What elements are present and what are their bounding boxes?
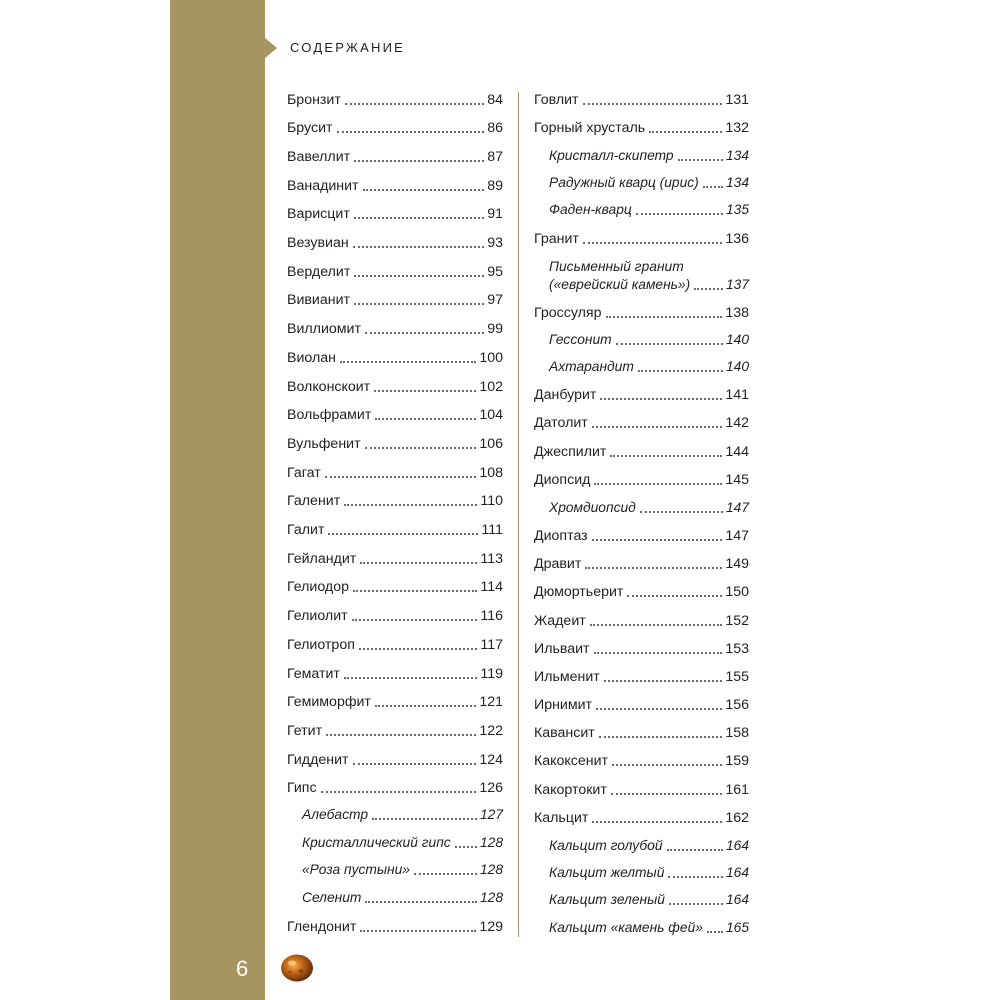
entry-title: Гагат: [287, 465, 321, 481]
dot-leader: [375, 418, 476, 420]
column-divider: [518, 92, 519, 937]
entry-title: Гидденит: [287, 752, 349, 768]
entry-page-number: 162: [725, 810, 749, 826]
toc-subentry[interactable]: [302, 889, 503, 907]
toc-entry[interactable]: [287, 550, 503, 568]
entry-page-number: 165: [725, 920, 749, 935]
toc-entry[interactable]: [534, 781, 749, 799]
entry-page-number: 134: [725, 175, 749, 190]
dot-leader: [345, 103, 484, 105]
toc-entry[interactable]: [287, 177, 503, 195]
entry-title: Жадеит: [534, 613, 586, 629]
entry-title: Гипс: [287, 780, 317, 796]
entry-title: Ирнимит: [534, 697, 593, 713]
toc-entry[interactable]: [534, 668, 749, 686]
entry-title: Глендонит: [287, 919, 357, 935]
toc-entry[interactable]: [534, 91, 749, 109]
entry-title: Гессонит: [549, 332, 612, 347]
toc-subentry[interactable]: [549, 201, 749, 219]
dot-leader: [612, 764, 722, 766]
entry-page-number: 153: [725, 641, 749, 657]
toc-entry[interactable]: [534, 696, 749, 714]
entry-title: Дюмортьерит: [534, 584, 624, 600]
entry-page-number: 121: [479, 694, 503, 710]
entry-title: Какоксенит: [534, 753, 609, 769]
toc-subentry[interactable]: [549, 891, 749, 909]
toc-entry[interactable]: [287, 148, 503, 166]
dot-leader: [354, 275, 484, 277]
section-title: СОДЕРЖАНИЕ: [290, 40, 406, 55]
dot-leader: [592, 821, 722, 823]
toc-entry[interactable]: [534, 752, 749, 770]
entry-title: Галит: [287, 522, 325, 538]
entry-page-number: 135: [725, 202, 749, 217]
toc-entry[interactable]: [287, 918, 503, 936]
toc-entry[interactable]: [287, 492, 503, 510]
entry-title: Ильваит: [534, 641, 590, 657]
dot-leader: [669, 903, 723, 905]
entry-page-number: 134: [725, 148, 749, 163]
toc-entry[interactable]: [534, 724, 749, 742]
entry-page-number: 138: [725, 305, 749, 321]
toc-entry[interactable]: [287, 234, 503, 252]
toc-entry[interactable]: [287, 578, 503, 596]
entry-page-number: 86: [487, 120, 503, 136]
entry-title: Брусит: [287, 120, 333, 136]
toc-entry[interactable]: [287, 665, 503, 683]
entry-page-number: 136: [725, 231, 749, 247]
dot-leader: [325, 476, 477, 478]
dot-leader: [636, 213, 723, 215]
toc-entry[interactable]: [287, 378, 503, 396]
entry-page-number: 93: [487, 235, 503, 251]
dot-leader: [678, 159, 723, 161]
entry-page-number: 108: [479, 465, 503, 481]
entry-title: Кальцит желтый: [549, 865, 665, 880]
toc-entry[interactable]: [287, 636, 503, 654]
toc-entry[interactable]: [534, 386, 749, 404]
toc-entry[interactable]: [534, 304, 749, 322]
entry-title: Гемиморфит: [287, 694, 371, 710]
entry-page-number: 122: [479, 723, 503, 739]
entry-title: Кавансит: [534, 725, 595, 741]
entry-page-number: 161: [725, 782, 749, 798]
toc-entry[interactable]: [287, 435, 503, 453]
toc-entry[interactable]: [534, 119, 749, 137]
dot-leader: [596, 708, 722, 710]
dot-leader: [340, 361, 476, 363]
entry-title: Виллиомит: [287, 321, 361, 337]
entry-title: Кальцит: [534, 810, 589, 826]
entry-title: Гелиодор: [287, 579, 349, 595]
entry-title: Кристалл-скипетр: [549, 148, 674, 163]
entry-page-number: 116: [480, 608, 503, 624]
entry-page-number: 150: [725, 584, 749, 600]
entry-title: Диоптаз: [534, 528, 588, 544]
entry-title: Говлит: [534, 92, 579, 108]
entry-title: Вавеллит: [287, 149, 351, 165]
entry-page-number: 117: [480, 637, 503, 653]
entry-page-number: 126: [479, 780, 503, 796]
toc-entry[interactable]: [287, 779, 503, 797]
dot-leader: [703, 186, 723, 188]
dot-leader: [354, 217, 484, 219]
entry-title: Бронзит: [287, 92, 341, 108]
entry-title: Диопсид: [534, 472, 591, 488]
entry-page-number: 164: [725, 892, 749, 907]
dot-leader: [365, 447, 477, 449]
toc-entry[interactable]: [287, 291, 503, 309]
toc-entry[interactable]: [534, 230, 749, 248]
entry-page-number: 156: [725, 697, 749, 713]
dot-leader: [667, 849, 723, 851]
toc-entry[interactable]: [287, 722, 503, 740]
entry-title: Фаден-кварц: [549, 202, 632, 217]
toc-subentry[interactable]: [549, 331, 749, 349]
toc-subentry[interactable]: [549, 358, 749, 376]
entry-title: Гелиотроп: [287, 637, 355, 653]
entry-title: Галенит: [287, 493, 341, 509]
left-color-band: [170, 0, 265, 1000]
entry-title: Волконскоит: [287, 379, 371, 395]
entry-title: Вульфенит: [287, 436, 361, 452]
toc-subentry[interactable]: [549, 147, 749, 165]
toc-entry[interactable]: [287, 320, 503, 338]
entry-title: Гейландит: [287, 551, 357, 567]
entry-page-number: 141: [725, 387, 749, 403]
toc-entry[interactable]: [534, 612, 749, 630]
toc-entry[interactable]: [534, 527, 749, 545]
toc-entry[interactable]: [287, 119, 503, 137]
entry-title: Дравит: [534, 556, 582, 572]
dot-leader: [594, 483, 722, 485]
entry-title: Везувиан: [287, 235, 349, 251]
entry-title: Вольфрамит: [287, 407, 372, 423]
entry-page-number: 113: [480, 551, 503, 567]
entry-page-number: 124: [479, 752, 503, 768]
entry-page-number: 152: [725, 613, 749, 629]
entry-title: Датолит: [534, 415, 588, 431]
page-number: 6: [236, 956, 249, 981]
entry-title: Гематит: [287, 666, 340, 682]
dot-leader: [344, 677, 477, 679]
dot-leader: [599, 736, 723, 738]
dot-leader: [352, 619, 478, 621]
toc-subentry[interactable]: [549, 864, 749, 882]
entry-title: Ахтарандит: [549, 359, 634, 374]
dot-leader: [638, 370, 723, 372]
toc-entry[interactable]: [287, 349, 503, 367]
entry-page-number: 140: [725, 359, 749, 374]
dot-leader: [353, 246, 485, 248]
entry-page-number: 100: [479, 350, 503, 366]
toc-subentry[interactable]: [549, 919, 749, 937]
entry-title: Радужный кварц (ирис): [549, 175, 699, 190]
dot-leader: [326, 734, 476, 736]
entry-page-number: 149: [725, 556, 749, 572]
toc-entry[interactable]: [534, 809, 749, 827]
entry-title: Вивианит: [287, 292, 350, 308]
entry-title: Данбурит: [534, 387, 597, 403]
entry-page-number: 106: [479, 436, 503, 452]
entry-title: Джеспилит: [534, 444, 607, 460]
entry-title: Алебастр: [302, 807, 368, 822]
toc-entry[interactable]: [287, 263, 503, 281]
dot-leader: [328, 533, 478, 535]
entry-title: Кристаллический гипс: [302, 835, 451, 850]
dot-leader: [374, 390, 476, 392]
dot-leader: [414, 873, 477, 875]
toc-entry[interactable]: [287, 205, 503, 223]
dot-leader: [363, 189, 485, 191]
entry-title: Письменный гранит: [549, 259, 684, 274]
section-marker-arrow: [265, 38, 277, 58]
toc-entry[interactable]: [287, 91, 503, 109]
entry-title: Кальцит зеленый: [549, 892, 665, 907]
toc-entry[interactable]: [287, 751, 503, 769]
entry-title: Верделит: [287, 264, 351, 280]
dot-leader: [616, 343, 723, 345]
entry-page-number: 95: [487, 264, 503, 280]
toc-entry[interactable]: [534, 640, 749, 658]
entry-title: Гетит: [287, 723, 323, 739]
entry-page-number: 99: [487, 321, 503, 337]
toc-entry[interactable]: [287, 464, 503, 482]
dot-leader: [627, 595, 722, 597]
dot-leader: [649, 131, 722, 133]
entry-page-number: 131: [725, 92, 749, 108]
entry-page-number: 147: [725, 528, 749, 544]
entry-title: Какортокит: [534, 782, 607, 798]
dot-leader: [592, 539, 723, 541]
toc-subentry[interactable]: [549, 174, 749, 192]
dot-leader: [354, 160, 484, 162]
toc-subentry[interactable]: [549, 499, 749, 517]
toc-entry[interactable]: [534, 555, 749, 573]
dot-leader: [359, 648, 477, 650]
entry-page-number: 145: [725, 472, 749, 488]
entry-page-number: 137: [725, 277, 749, 292]
entry-page-number: 164: [725, 865, 749, 880]
entry-page-number: 104: [479, 407, 503, 423]
toc-entry[interactable]: [287, 521, 503, 539]
dot-leader: [375, 705, 476, 707]
entry-title: Хромдиопсид: [549, 500, 636, 515]
entry-page-number: 84: [487, 92, 503, 108]
dot-leader: [610, 455, 722, 457]
toc-entry[interactable]: [534, 414, 749, 432]
entry-page-number: 87: [487, 149, 503, 165]
entry-title: Селенит: [302, 890, 362, 905]
entry-page-number: 129: [479, 919, 503, 935]
entry-page-number: 102: [479, 379, 503, 395]
dot-leader: [337, 131, 485, 133]
dot-leader: [583, 242, 722, 244]
toc-entry[interactable]: [534, 583, 749, 601]
dot-leader: [600, 398, 722, 400]
dot-leader: [668, 876, 723, 878]
entry-page-number: 89: [487, 178, 503, 194]
entry-title: Ванадинит: [287, 178, 359, 194]
entry-page-number: 127: [479, 807, 503, 822]
toc-entry[interactable]: [534, 443, 749, 461]
dot-leader: [360, 930, 476, 932]
entry-title: Виолан: [287, 350, 336, 366]
entry-page-number: 128: [479, 890, 503, 905]
dot-leader: [694, 288, 723, 290]
toc-subentry[interactable]: [549, 258, 749, 296]
toc-subentry[interactable]: [549, 837, 749, 855]
entry-page-number: 158: [725, 725, 749, 741]
entry-title: Гелиолит: [287, 608, 348, 624]
entry-page-number: 144: [725, 444, 749, 460]
dot-leader: [592, 426, 723, 428]
dot-leader: [707, 931, 723, 933]
dot-leader: [604, 680, 723, 682]
entry-page-number: 140: [725, 332, 749, 347]
entry-title: Кальцит голубой: [549, 838, 663, 853]
entry-page-number: 164: [725, 838, 749, 853]
dot-leader: [360, 562, 477, 564]
entry-page-number: 111: [481, 522, 503, 538]
toc-entry[interactable]: [287, 406, 503, 424]
entry-page-number: 132: [725, 120, 749, 136]
toc-entry[interactable]: [534, 471, 749, 489]
dot-leader: [455, 846, 477, 848]
entry-page-number: 97: [487, 292, 503, 308]
toc-subentry[interactable]: [302, 806, 503, 824]
entry-title: Гроссуляр: [534, 305, 602, 321]
entry-page-number: 119: [480, 666, 503, 682]
dot-leader: [344, 504, 477, 506]
entry-page-number: 155: [725, 669, 749, 685]
dot-leader: [590, 624, 723, 626]
dot-leader: [583, 103, 723, 105]
entry-title: Горный хрусталь: [534, 120, 646, 136]
entry-page-number: 114: [480, 579, 503, 595]
dot-leader: [353, 763, 477, 765]
entry-title: Гранит: [534, 231, 579, 247]
dot-leader: [365, 332, 484, 334]
entry-title: Варисцит: [287, 206, 350, 222]
dot-leader: [321, 791, 477, 793]
dot-leader: [354, 303, 484, 305]
toc-subentry[interactable]: [302, 861, 503, 879]
entry-title: Ильменит: [534, 669, 600, 685]
toc-subentry[interactable]: [302, 834, 503, 852]
dot-leader: [372, 818, 477, 820]
gemstone-image: [280, 953, 314, 983]
entry-page-number: 142: [725, 415, 749, 431]
entry-title: «Роза пустыни»: [302, 862, 410, 877]
dot-leader: [611, 793, 722, 795]
toc-entry[interactable]: [287, 607, 503, 625]
dot-leader: [353, 590, 477, 592]
dot-leader: [594, 652, 723, 654]
entry-title: Кальцит «камень фей»: [549, 920, 703, 935]
entry-page-number: 110: [480, 493, 503, 509]
entry-page-number: 159: [725, 753, 749, 769]
dot-leader: [606, 316, 723, 318]
entry-page-number: 128: [479, 835, 503, 850]
toc-entry[interactable]: [287, 693, 503, 711]
dot-leader: [585, 567, 722, 569]
entry-page-number: 91: [487, 206, 503, 222]
dot-leader: [365, 901, 477, 903]
entry-page-number: 128: [479, 862, 503, 877]
dot-leader: [640, 511, 723, 513]
entry-page-number: 147: [725, 500, 749, 515]
entry-title-continued: («еврейский камень»): [549, 277, 691, 292]
